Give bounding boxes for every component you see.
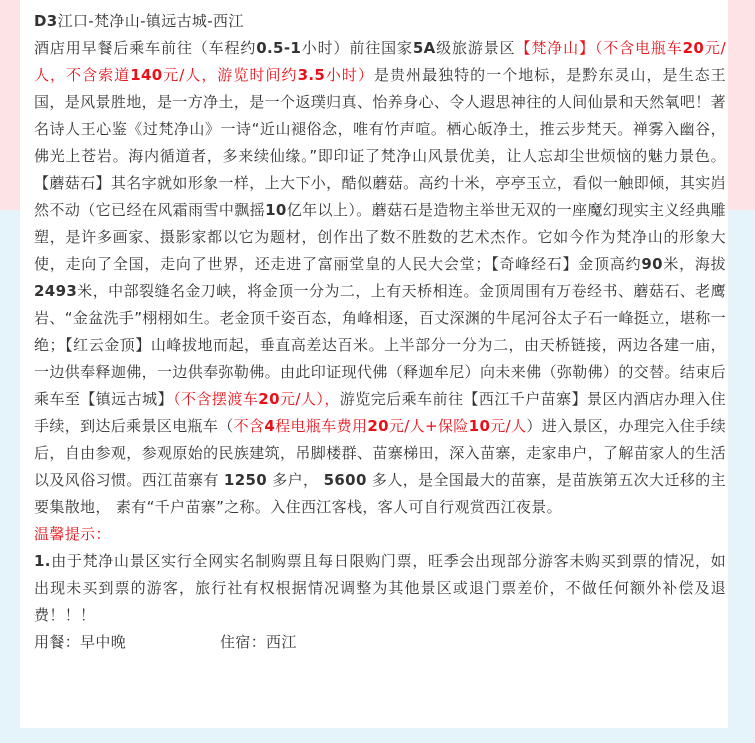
desc-number: 90 [641, 255, 663, 273]
stay-info: 住宿：西江 [220, 633, 297, 651]
desc-number: 5600 [323, 471, 367, 489]
itinerary-card [20, 0, 728, 728]
fee-number: 10 [468, 417, 491, 435]
desc-text: 级旅游景区 [435, 39, 516, 57]
fee-note: 不含 [233, 417, 265, 435]
desc-text: ）进入景区，办理完入住手续后，自由参观，参观原始的民族建筑，吊脚楼群、苗寨梯田，深入苗寨，走家串户，了解苗家人的生活以及风俗习惯。西江苗寨有 [34, 417, 726, 489]
fee-note: 程电瓶车费用 [275, 417, 368, 435]
fee-note: 元/人）， [279, 390, 340, 408]
fee-number: 20 [367, 417, 389, 435]
fee-number: 20 [682, 39, 705, 57]
desc-text: 小时）前往国家 [301, 39, 413, 57]
meal-info: 用餐：早中晚 [34, 633, 127, 651]
desc-text: 多户， [267, 471, 324, 489]
tips-item [34, 548, 726, 629]
fee-note: （不含摆渡车 [173, 390, 259, 408]
day-code: D3 [34, 12, 58, 30]
fee-note: 元/人+保险 [388, 417, 469, 435]
fee-number: 3.5 [297, 66, 326, 84]
desc-text: 米，海拔 [662, 255, 726, 273]
fee-number: 140 [130, 66, 163, 84]
tips-title: 温馨提示： [34, 525, 111, 543]
tips-text: 由于梵净山景区实行全网实名制购票且每日限购门票，旺季会出现部分游客未购买到票的情况，如出现未买到票的游客，旅行社有权根据情况调整为其他景区或退门票差价，不做任何额外补偿及退费！！！ [34, 552, 726, 624]
fee-note: 小时） [325, 66, 374, 84]
fee-note: （不含电瓶车 [594, 39, 683, 57]
desc-number: 1250 [223, 471, 268, 489]
desc-text: 多人，是全国最大的苗寨，是苗族第五次大迁移的主要集散地， 素有“千户苗寨”之称。入住西江客栈，客人可自行观赏西江夜景。 [34, 471, 726, 516]
meal-stay-row [34, 629, 726, 656]
desc-number: 2493 [34, 282, 78, 300]
fee-note: 元/人 [490, 417, 527, 435]
desc-text: 亿年以上）。蘑菇石是造物主举世无双的一座魔幻现实主义经典雕塑，是许多画家、摄影家都以它为题材，创作出了数不胜数的艺术杰作。它如今作为梵净山的形象大使，走向了全国，走向了世界，还走进了富丽堂皇的人民大会堂；【奇峰经石】金顶高约 [34, 201, 726, 273]
desc-number: 10 [265, 201, 287, 219]
fee-note: 元/人，不含索道 [34, 39, 726, 84]
tips-number: 1. [34, 552, 51, 570]
desc-text: 是贵州最独特的一个地标，是黔东灵山，是生态王国，是风景胜地，是一方净土，是一个返璞归真、怡养身心、令人遐思神往的人间仙景和天然氧吧！著名诗人王心鉴《过梵净山》一诗“近山褪俗念，唯有竹声喧。栖心皈净土，推云步梵天。禅雾入幽谷，佛光上苍岩。海内循道者，多来续仙缘。”即印证了梵净山风景优美，让人忘却尘世烦恼的魅力景色。【蘑菇石】其名字就如形象一样，上大下小，酷似蘑菇。高约十米，亭亭玉立，看似一触即倾，其实岿然不动（它已经在风霜雨雪中飘摇 [34, 66, 726, 219]
attraction-name: 【梵净山】 [515, 39, 595, 57]
day-title [34, 8, 726, 35]
desc-number: 0.5-1 [256, 39, 302, 57]
day-route: 江口-梵净山-镇远古城-西江 [57, 12, 244, 30]
day-description [34, 35, 726, 521]
desc-text: 游览完后乘车前往【西江千户苗寨】景区内酒店办理入住手续，到达后乘景区电瓶车（ [34, 390, 726, 435]
desc-text: 酒店用早餐后乘车前往（车程约 [34, 39, 257, 57]
desc-text: 米，中部裂缝名金刀峡，将金顶一分为二，上有天桥相连。金顶周围有万卷经书、蘑菇石、老鹰岩、“金盆洗手”栩栩如生。老金顶千姿百态，角峰相逐，百丈深渊的牛尾河谷太子石一峰挺立，堪称一绝；【红云金顶】山峰拔地而起，垂直高差达百米。上半部分一分为二，由天桥链接，两边各建一庙，一边供奉释迦佛，一边供奉弥勒佛。由此印证现代佛（释迦牟尼）向未来佛（弥勒佛）的交替。结束后乘车至【镇远古城】 [34, 282, 726, 408]
fee-note: 元/人，游览时间约 [162, 66, 298, 84]
desc-number: 5A [412, 39, 436, 57]
itinerary-content [34, 8, 726, 656]
fee-number: 4 [264, 417, 276, 435]
fee-number: 20 [258, 390, 280, 408]
